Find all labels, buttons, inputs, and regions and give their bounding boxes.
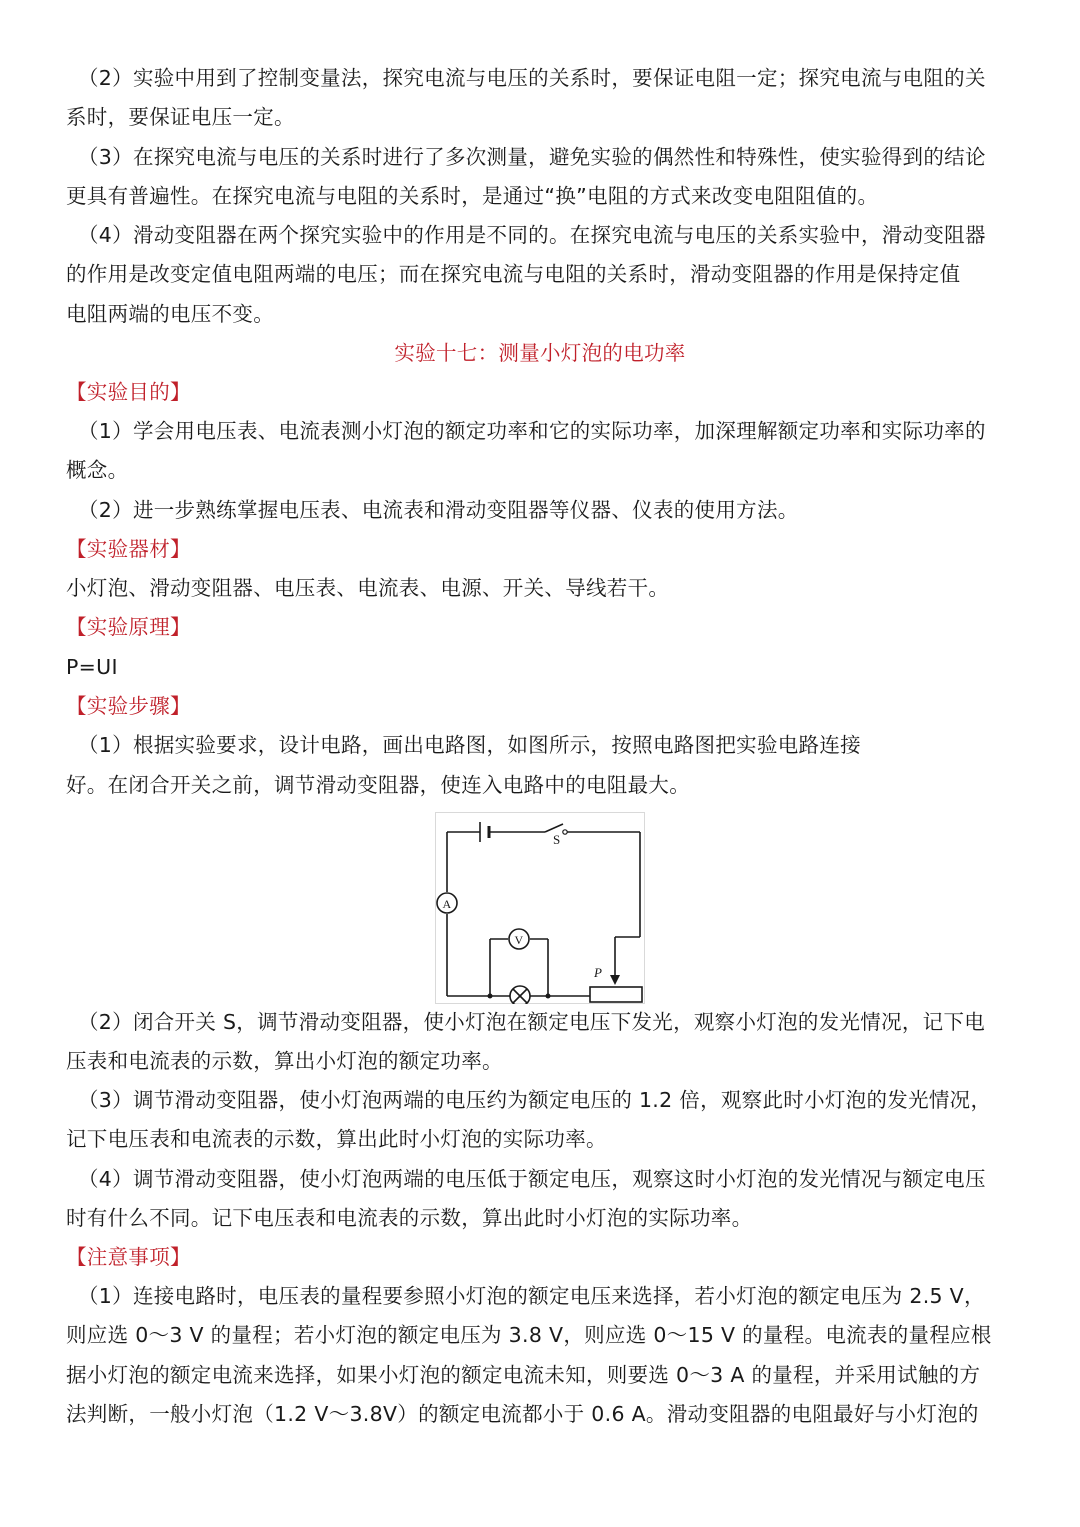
equipment-text: 小灯泡、滑动变阻器、电压表、电流表、电源、开关、导线若干。 <box>66 576 670 600</box>
step-line: 压表和电流表的示数，算出小灯泡的额定功率。 <box>66 1049 503 1073</box>
section-title: 实验十七：测量小灯泡的电功率 <box>394 341 686 365</box>
paragraph-line: （4）滑动变阻器在两个探究实验中的作用是不同的。在探究电流与电压的关系实验中，滑动变阻器 <box>78 223 986 247</box>
paragraph-line: 更具有普遍性。在探究电流与电阻的关系时，是通过“换”电阻的方式来改变电阻阻值的。 <box>66 184 879 208</box>
heading-purpose: 【实验目的】 <box>66 380 191 404</box>
notes-line: 据小灯泡的额定电流来选择，如果小灯泡的额定电流未知，则要选 0～3 A 的量程，并采用试触的方 <box>66 1363 981 1387</box>
paragraph-line: （3）在探究电流与电压的关系时进行了多次测量，避免实验的偶然性和特殊性，使实验得到的结论 <box>78 145 986 169</box>
notes-line: 则应选 0～3 V 的量程；若小灯泡的额定电压为 3.8 V，则应选 0～15 V 的量程。电流表的量程应根 <box>66 1323 992 1347</box>
step-line: 记下电压表和电流表的示数，算出此时小灯泡的实际功率。 <box>66 1127 607 1151</box>
switch-label: S <box>553 832 561 847</box>
notes-line: 法判断，一般小灯泡（1.2 V～3.8V）的额定电流都小于 0.6 A。滑动变阻器的电阻最好与小灯泡的 <box>66 1402 979 1426</box>
voltmeter-label: V <box>514 933 524 947</box>
slider-arrow-icon <box>610 975 620 985</box>
purpose-line: （1）学会用电压表、电流表测小灯泡的额定功率和它的实际功率，加深理解额定功率和实际功率的 <box>78 419 986 443</box>
junction-dot <box>546 994 551 999</box>
paragraph-line: （2）实验中用到了控制变量法，探究电流与电压的关系时，要保证电阻一定；探究电流与电阻的关 <box>78 66 986 90</box>
notes-line: （1）连接电路时，电压表的量程要参照小灯泡的额定电压来选择，若小灯泡的额定电压为 2.5 V， <box>78 1284 985 1308</box>
step-line: （1）根据实验要求，设计电路，画出电路图，如图所示，按照电路图把实验电路连接 <box>78 733 861 757</box>
step-line: 时有什么不同。记下电压表和电流表的示数，算出此时小灯泡的实际功率。 <box>66 1206 753 1230</box>
step-line: （3）调节滑动变阻器，使小灯泡两端的电压约为额定电压的 1.2 倍，观察此时小灯泡的发光情况， <box>78 1088 992 1112</box>
heading-notes: 【注意事项】 <box>66 1245 191 1269</box>
purpose-line: （2）进一步熟练掌握电压表、电流表和滑动变阻器等仪器、仪表的使用方法。 <box>78 498 799 522</box>
slider-label: P <box>594 965 602 980</box>
paragraph-line: 系时，要保证电压一定。 <box>66 105 295 129</box>
step-line: （4）调节滑动变阻器，使小灯泡两端的电压低于额定电压，观察这时小灯泡的发光情况与额定电压 <box>78 1167 986 1191</box>
switch-blade <box>545 824 563 832</box>
step-line: 好。在闭合开关之前，调节滑动变阻器，使连入电路中的电阻最大。 <box>66 773 690 797</box>
principle-formula: P=UI <box>66 655 118 679</box>
step-line: （2）闭合开关 S，调节滑动变阻器，使小灯泡在额定电压下发光，观察小灯泡的发光情况，记下电 <box>78 1010 986 1034</box>
switch-contact <box>563 830 567 834</box>
rheostat-icon <box>590 987 642 1002</box>
heading-principle: 【实验原理】 <box>66 615 191 639</box>
paragraph-line: 的作用是改变定值电阻两端的电压；而在探究电流与电阻的关系时，滑动变阻器的作用是保持定值 <box>66 262 961 286</box>
purpose-line: 概念。 <box>66 458 129 482</box>
heading-steps: 【实验步骤】 <box>66 694 191 718</box>
paragraph-line: 电阻两端的电压不变。 <box>66 302 274 326</box>
junction-dot <box>488 994 493 999</box>
circuit-diagram <box>435 812 645 1004</box>
ammeter-label: A <box>442 897 452 911</box>
heading-equipment: 【实验器材】 <box>66 537 191 561</box>
